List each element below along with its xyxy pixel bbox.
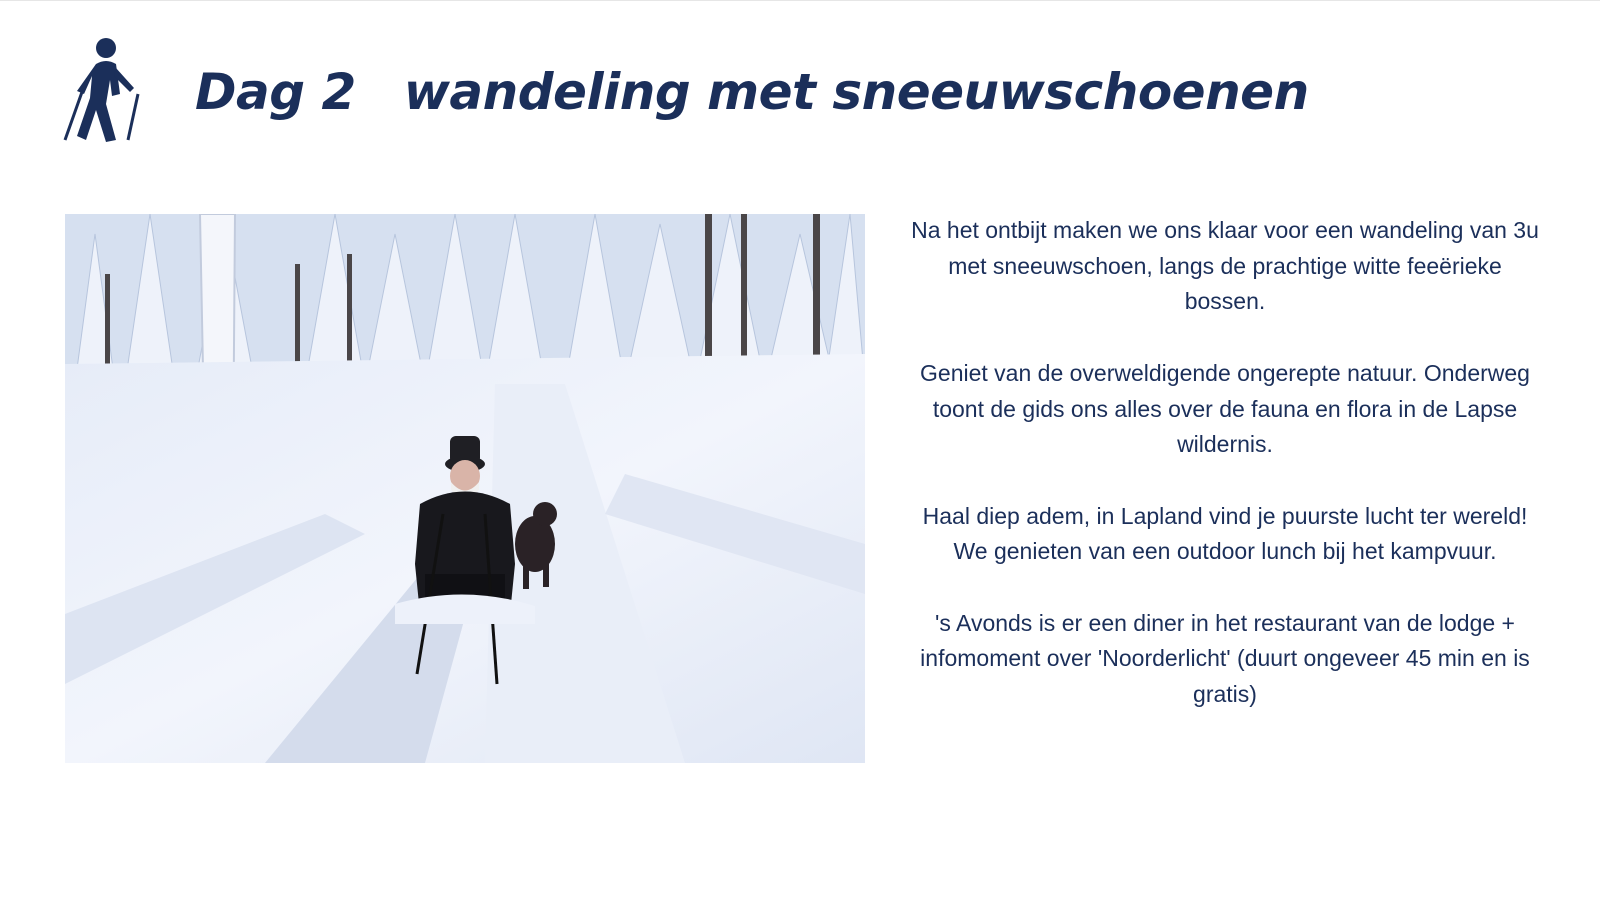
day-label: Dag 2 [195,63,356,121]
title-text: wandeling met sneeuwschoenen [403,63,1309,121]
paragraph-2: Geniet van de overweldigende ongerepte natuur. Onderweg toont de gids ons alles over de fauna en flora in de Lapse wildernis. [920,359,1530,458]
snow-forest-photo [65,214,865,763]
hiker-with-poles-icon [62,36,146,146]
paragraph-4: 's Avonds is er een diner in het restaurant van de lodge + infomoment over 'Noorderlicht' (duurt ongeveer 45 min en is gratis) [920,609,1530,708]
paragraph-1: Na het ontbijt maken we ons klaar voor een wandeling van 3u met sneeuwschoen, langs de prachtige witte feeërieke bossen. [911,217,1539,315]
page-title [195,52,1309,132]
day-description [905,213,1545,748]
paragraph-3: Haal diep adem, in Lapland vind je puurste lucht ter wereld! We genieten van een outdoor lunch bij het kampvuur. [922,502,1528,565]
top-divider [0,0,1600,1]
